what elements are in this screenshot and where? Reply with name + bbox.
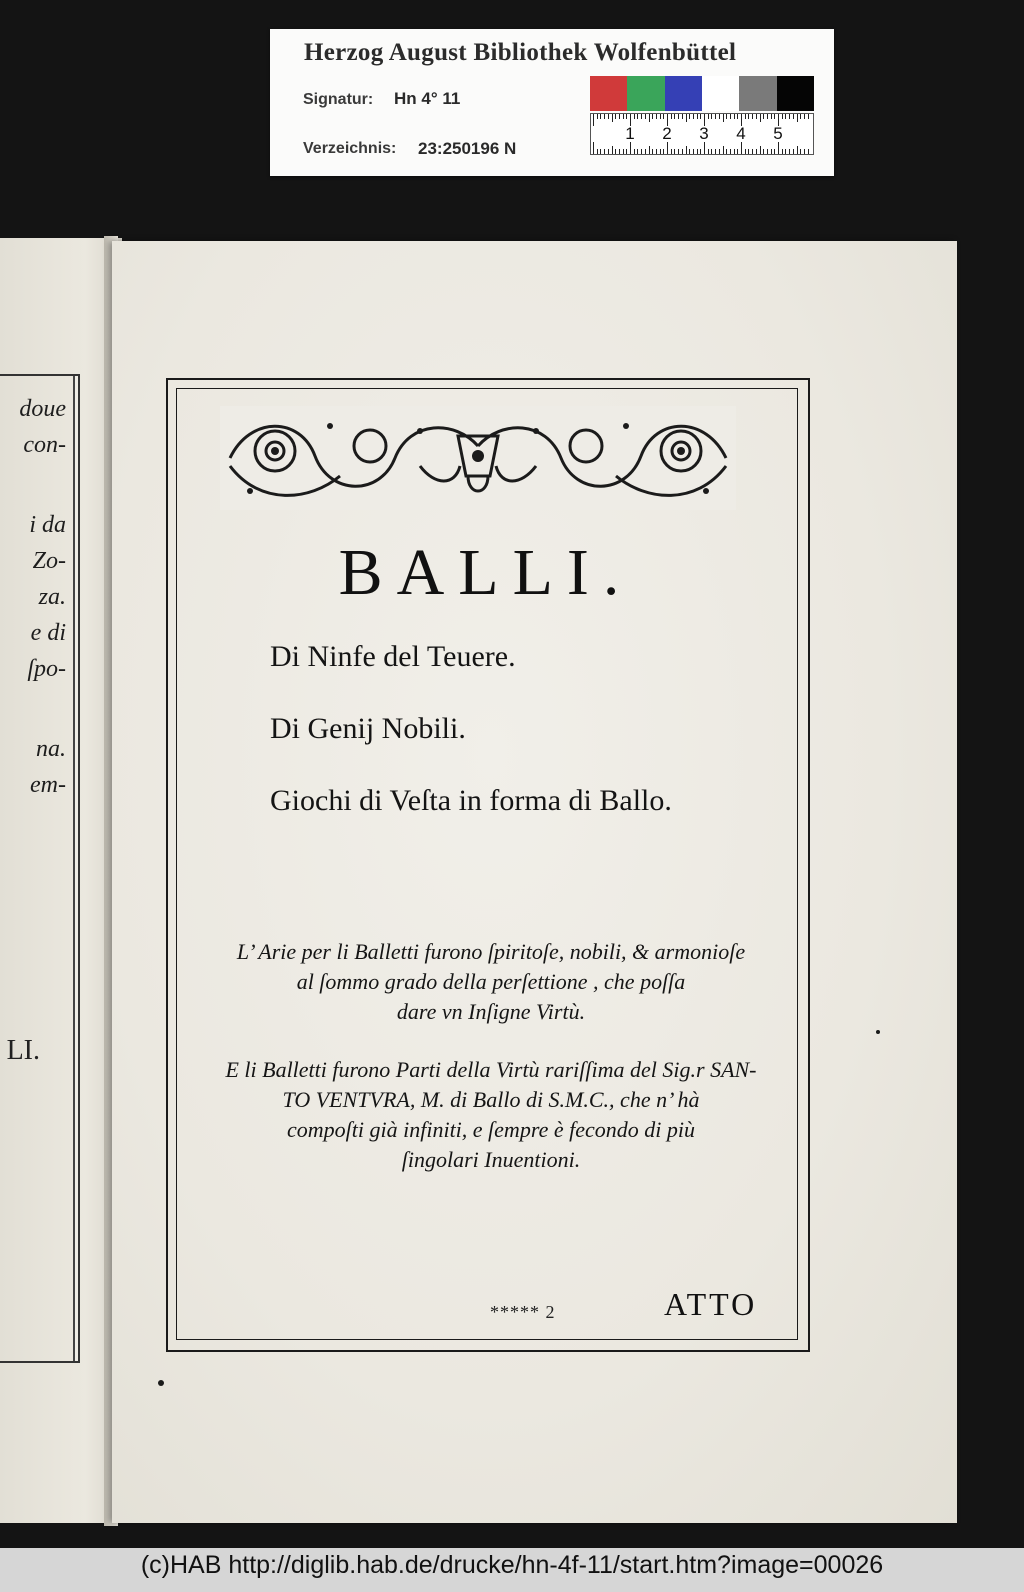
left-page-catchword: LI. [6,1035,40,1066]
ruler-tick [726,114,727,119]
ruler-tick [756,114,757,119]
ruler-tick [637,114,638,119]
ruler-tick [615,114,616,119]
ruler-tick [693,114,694,119]
ink-spot [158,1380,164,1386]
ruler-tick [682,114,683,119]
ruler-tick [649,114,650,122]
left-page-fragment: e di [30,620,66,646]
ruler-tick [723,114,724,122]
paragraph-balletti-line: E li Balletti furono Parti della Virtù rariſſima del Sig.r SAN- [225,1057,757,1082]
ruler-tick [608,149,609,154]
left-page-fragment: con- [23,432,66,458]
ruler-tick [711,149,712,154]
ruler-tick [700,149,701,154]
ruler-tick [708,114,709,119]
ruler-tick [656,149,657,154]
ruler-tick [619,114,620,119]
ruler-tick [700,114,701,119]
ruler-tick [715,149,716,154]
ruler-tick [693,149,694,154]
ruler-tick [726,149,727,154]
left-page-fragment: em- [30,772,66,798]
ruler-tick [682,149,683,154]
ballet-line: Di Ninfe del Teuere. [270,640,516,673]
ruler-tick [774,114,775,119]
left-page-fragment: za. [38,584,66,610]
ruler-tick [763,114,764,119]
ruler-tick [785,149,786,154]
verzeichnis-key: Verzeichnis: [303,140,397,157]
ruler-tick [612,146,613,154]
color-swatch [590,76,627,111]
ruler-tick [745,149,746,154]
ruler-tick [771,114,772,119]
color-swatch [702,76,739,111]
ruler-tick [760,114,761,122]
ruler-tick [804,114,805,119]
ruler-tick [793,114,794,119]
ruler-tick [604,149,605,154]
ruler-tick [600,114,601,119]
ruler-number: 3 [699,124,709,143]
ruler-tick [593,114,594,126]
ruler-tick [800,114,801,119]
ruler-tick [689,114,690,119]
ruler-tick [719,149,720,154]
paragraph-balletti-line: ſingolari Inuentioni. [401,1147,581,1172]
ruler-number: 1 [625,124,635,143]
ruler-tick [652,114,653,119]
ruler-tick [649,146,650,154]
library-label-card [270,29,834,176]
color-swatch [777,76,814,111]
ruler-tick [663,114,664,119]
paragraph-arie-line: al ſommo grado della perſettione , che poſſa [296,969,686,994]
verzeichnis-value: 23:250196 N [418,139,517,158]
ruler-tick [660,114,661,119]
ruler-tick [808,149,809,154]
ruler-tick [641,149,642,154]
ruler-tick [789,114,790,119]
ruler-number: 4 [736,124,746,143]
ornament-headpiece [220,406,736,510]
ruler-number: 5 [773,124,783,143]
signature-mark: ***** 2 [490,1302,556,1322]
ruler-tick [730,149,731,154]
signatur-key: Signatur: [303,91,374,108]
left-page-fragment: na. [36,736,66,762]
ruler-tick [737,114,738,119]
ruler-tick [645,149,646,154]
ruler-tick [663,149,664,154]
ruler-tick [774,149,775,154]
ruler-tick [615,149,616,154]
ruler-tick [626,114,627,119]
color-calibration-strip [590,76,814,111]
ruler-tick [593,142,594,154]
ruler-tick [767,149,768,154]
ruler-tick [752,114,753,119]
ruler-tick [734,149,735,154]
ruler-tick [604,114,605,119]
ruler-tick [608,114,609,119]
ruler-tick [597,149,598,154]
ruler-tick [723,146,724,154]
left-page-fragment: i da [29,512,66,538]
ruler-tick [686,146,687,154]
ruler-tick [671,149,672,154]
left-page-fragment: Zo- [32,548,66,574]
ruler-tick [711,114,712,119]
ruler-tick [797,114,798,122]
ruler-tick [697,114,698,119]
ruler-number: 2 [662,124,672,143]
ruler-tick [804,149,805,154]
ruler-tick [734,114,735,119]
ruler-tick [600,149,601,154]
ruler-tick [634,149,635,154]
ruler-tick [626,149,627,154]
ruler-tick [767,114,768,119]
paragraph-balletti-line: compoſti già infiniti, e ſempre è fecondo di più [287,1117,695,1142]
footer-credit-url: (c)HAB http://diglib.hab.de/drucke/hn-4f-11/start.htm?image=00026 [140,1551,884,1579]
ink-spot [876,1030,880,1034]
ruler-tick [612,114,613,122]
ruler-tick [756,149,757,154]
ruler-tick [708,149,709,154]
ruler-tick [623,149,624,154]
ruler-tick [678,114,679,119]
ruler-tick [748,149,749,154]
ruler-tick [619,149,620,154]
color-swatch [627,76,664,111]
ruler-tick [763,149,764,154]
ruler-tick [730,114,731,119]
paragraph-balletti-line: TO VENTVRA, M. di Ballo di S.M.C., che n’ hà [282,1087,700,1112]
ruler-tick [789,149,790,154]
ruler-tick [797,146,798,154]
left-page-fragment: ſpo- [27,656,66,682]
paragraph-arie-line: L’ Arie per li Balletti furono ſpiritoſe, nobili, & armonioſe [236,939,746,964]
ruler-tick [748,114,749,119]
ruler-tick [678,149,679,154]
color-swatch [665,76,702,111]
ballet-line: Giochi di Veſta in forma di Ballo. [270,784,672,817]
ballet-line: Di Genij Nobili. [270,712,466,745]
ruler-tick [671,114,672,119]
ruler-tick [652,149,653,154]
ruler-tick [689,149,690,154]
ruler-tick [760,146,761,154]
ruler-tick [745,114,746,119]
signatur-value: Hn 4° 11 [394,89,461,108]
ruler-tick [597,114,598,119]
ruler-tick [771,149,772,154]
ruler-tick [808,114,809,119]
ruler-tick [656,114,657,119]
ruler-tick [793,149,794,154]
measurement-ruler [590,113,814,155]
ruler-tick [674,149,675,154]
page-border-inner [176,388,798,1340]
ruler-tick [800,149,801,154]
paragraph-arie-line: dare vn Inſigne Virtù. [396,999,586,1024]
page-title: BALLI. [338,536,634,609]
ruler-tick [660,149,661,154]
ruler-tick [641,114,642,119]
library-name: Herzog August Bibliothek Wolfenbüttel [304,39,737,66]
ruler-tick [719,114,720,119]
ruler-tick [637,149,638,154]
ruler-tick [752,149,753,154]
color-swatch [739,76,776,111]
catchword: ATTO [664,1286,758,1322]
ruler-tick [697,149,698,154]
ruler-tick [623,114,624,119]
ruler-tick [715,114,716,119]
ruler-tick [686,114,687,122]
ruler-tick [782,114,783,119]
left-page-fragment: doue [19,396,66,422]
ruler-tick [785,114,786,119]
ruler-tick [634,114,635,119]
ruler-tick [782,149,783,154]
ruler-tick [674,114,675,119]
ruler-tick [737,149,738,154]
ruler-tick [645,114,646,119]
